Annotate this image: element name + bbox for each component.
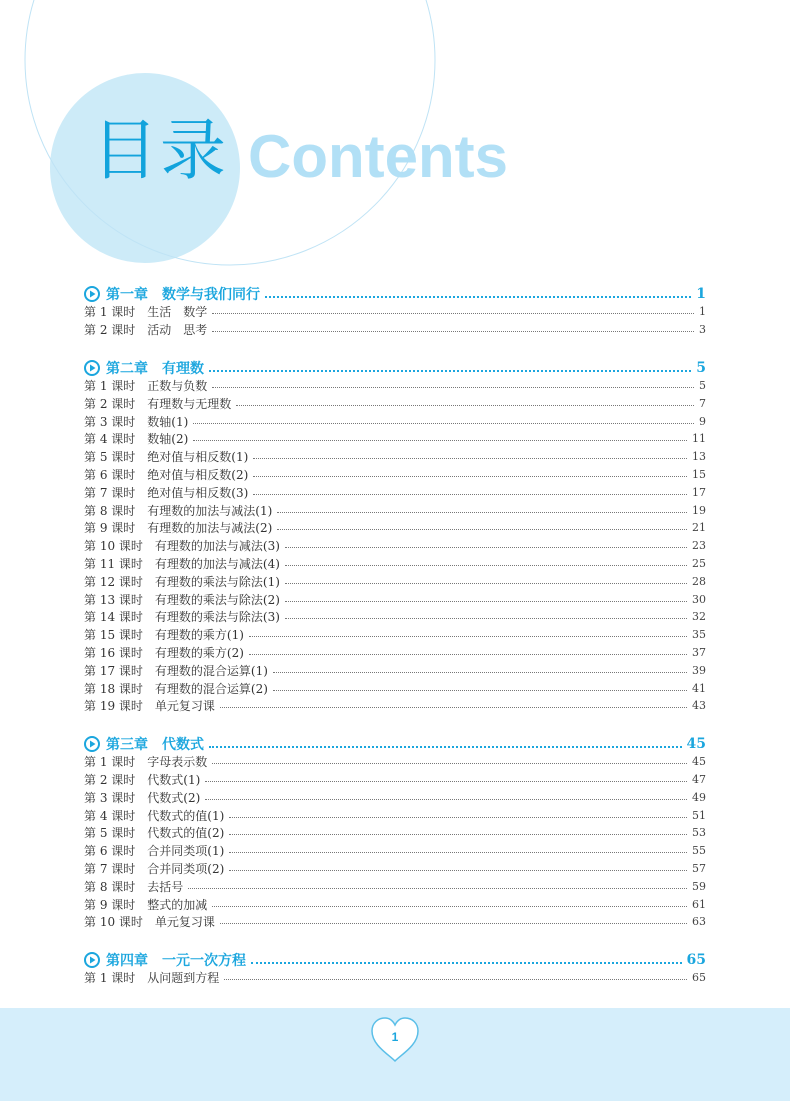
lesson-row[interactable] — [84, 321, 706, 339]
dot-leader — [188, 888, 687, 889]
lesson-page: 45 — [692, 755, 706, 769]
lesson-row[interactable] — [84, 519, 706, 537]
lesson-row[interactable] — [84, 303, 706, 321]
lesson-number: 第 8 课时 — [84, 503, 136, 518]
lesson-page: 32 — [692, 610, 706, 624]
lesson-number: 第 8 课时 — [84, 879, 136, 894]
lesson-page: 30 — [692, 592, 706, 606]
dot-leader — [229, 817, 687, 818]
lesson-page: 43 — [692, 699, 706, 713]
dot-leader — [285, 618, 687, 619]
dot-leader — [253, 458, 687, 459]
chapter-heading[interactable] — [84, 359, 706, 377]
lesson-page: 51 — [692, 808, 706, 822]
chapter-page: 65 — [686, 951, 706, 968]
lesson-number: 第 7 课时 — [84, 485, 136, 500]
lesson-title: 单元复习课 — [154, 699, 215, 714]
lesson-number: 第 6 课时 — [84, 844, 136, 859]
lesson-row[interactable] — [84, 697, 706, 715]
lesson-number: 第 9 课时 — [84, 521, 136, 536]
lesson-title: 活动 思考 — [147, 323, 208, 338]
lesson-page: 21 — [692, 521, 706, 535]
lesson-number: 第 3 课时 — [84, 790, 136, 805]
lesson-page: 13 — [692, 450, 706, 464]
lesson-title: 生活 数学 — [147, 305, 208, 320]
lesson-page: 9 — [699, 414, 706, 428]
lesson-row[interactable] — [84, 969, 706, 987]
lesson-page: 28 — [692, 574, 706, 588]
lesson-number: 第 2 课时 — [84, 396, 136, 411]
lesson-title: 有理数的混合运算(2) — [154, 681, 268, 696]
lesson-title: 字母表示数 — [147, 755, 208, 770]
lesson-number: 第 16 课时 — [84, 645, 143, 660]
dot-leader — [285, 565, 687, 566]
lesson-number: 第 13 课时 — [84, 592, 143, 607]
lesson-row[interactable] — [84, 679, 706, 697]
lesson-title: 绝对值与相反数(1) — [147, 450, 249, 465]
dot-leader — [253, 476, 687, 477]
dot-leader — [212, 313, 694, 314]
lesson-title: 单元复习课 — [154, 915, 215, 930]
lesson-page: 61 — [692, 897, 706, 911]
lesson-title: 代数式(1) — [147, 772, 201, 787]
dot-leader — [220, 707, 687, 708]
lesson-row[interactable] — [84, 394, 706, 412]
dot-leader — [249, 654, 687, 655]
lesson-title: 有理数的乘法与除法(2) — [154, 592, 280, 607]
lesson-row[interactable] — [84, 466, 706, 484]
chapter-title: 第二章 有理数 — [106, 360, 204, 377]
lesson-number: 第 9 课时 — [84, 897, 136, 912]
lesson-page: 47 — [692, 772, 706, 786]
dot-leader — [229, 834, 687, 835]
lesson-number: 第 12 课时 — [84, 574, 143, 589]
lesson-title: 代数式的值(1) — [147, 808, 225, 823]
lesson-number: 第 1 课时 — [84, 971, 136, 986]
lesson-row[interactable] — [84, 590, 706, 608]
dot-leader — [193, 423, 694, 424]
chapter-heading[interactable] — [84, 951, 706, 969]
page-title-cn: 目录 — [92, 112, 228, 189]
lesson-number: 第 2 课时 — [84, 323, 136, 338]
lesson-row[interactable] — [84, 377, 706, 395]
lesson-page: 53 — [692, 826, 706, 840]
dot-leader — [229, 852, 687, 853]
lesson-title: 正数与负数 — [147, 378, 208, 393]
lesson-page: 25 — [692, 556, 706, 570]
dot-leader — [253, 494, 687, 495]
dot-leader — [209, 370, 691, 372]
dot-leader — [193, 440, 687, 441]
lesson-row[interactable] — [84, 661, 706, 679]
dot-leader — [265, 296, 691, 298]
chapter-title: 第四章 一元一次方程 — [106, 952, 246, 969]
dot-leader — [285, 601, 687, 602]
lesson-row[interactable] — [84, 753, 706, 771]
lesson-page: 41 — [692, 681, 706, 695]
dot-leader — [285, 583, 687, 584]
play-circle-icon — [84, 360, 100, 376]
lesson-page: 19 — [692, 503, 706, 517]
lesson-title: 有理数的加法与减法(2) — [147, 521, 273, 536]
lesson-title: 有理数的乘方(2) — [154, 645, 244, 660]
lesson-row[interactable] — [84, 626, 706, 644]
dot-leader — [212, 387, 694, 388]
lesson-title: 有理数的乘法与除法(1) — [154, 574, 280, 589]
page-number: 1 — [391, 1030, 399, 1044]
lesson-page: 1 — [699, 305, 706, 319]
lesson-title: 合并同类项(2) — [147, 861, 225, 876]
lesson-title: 数轴(1) — [147, 414, 189, 429]
dot-leader — [229, 870, 687, 871]
play-circle-icon — [84, 736, 100, 752]
chapter-heading[interactable] — [84, 285, 706, 303]
lesson-title: 去括号 — [147, 879, 184, 894]
dot-leader — [273, 672, 687, 673]
lesson-number: 第 5 课时 — [84, 450, 136, 465]
lesson-title: 代数式(2) — [147, 790, 201, 805]
lesson-row[interactable] — [84, 537, 706, 555]
lesson-number: 第 18 课时 — [84, 681, 143, 696]
dot-leader — [209, 746, 682, 748]
dot-leader — [236, 405, 694, 406]
lesson-row[interactable] — [84, 501, 706, 519]
chapter-title: 第三章 代数式 — [106, 736, 204, 753]
lesson-page: 49 — [692, 790, 706, 804]
lesson-row[interactable] — [84, 842, 706, 860]
lesson-row[interactable] — [84, 430, 706, 448]
lesson-title: 合并同类项(1) — [147, 844, 225, 859]
lesson-number: 第 6 课时 — [84, 467, 136, 482]
lesson-number: 第 10 课时 — [84, 539, 143, 554]
lesson-page: 5 — [699, 378, 706, 392]
lesson-number: 第 2 课时 — [84, 772, 136, 787]
dot-leader — [249, 636, 687, 637]
lesson-row[interactable] — [84, 913, 706, 931]
lesson-row[interactable] — [84, 555, 706, 573]
lesson-page: 3 — [699, 323, 706, 337]
chapter-page: 45 — [686, 735, 706, 752]
chapter-title: 第一章 数学与我们同行 — [106, 287, 260, 303]
lesson-number: 第 15 课时 — [84, 628, 143, 643]
dot-leader — [205, 781, 687, 782]
lesson-row[interactable] — [84, 877, 706, 895]
lesson-title: 有理数的加法与减法(1) — [147, 503, 273, 518]
dot-leader — [251, 962, 682, 964]
lesson-number: 第 14 课时 — [84, 610, 143, 625]
lesson-page: 35 — [692, 628, 706, 642]
lesson-title: 数轴(2) — [147, 432, 189, 447]
lesson-title: 有理数的乘方(1) — [154, 628, 244, 643]
lesson-page: 57 — [692, 861, 706, 875]
chapter-page: 1 — [696, 286, 706, 302]
lesson-page: 59 — [692, 879, 706, 893]
lesson-page: 23 — [692, 539, 706, 553]
chapter-page: 5 — [696, 359, 706, 376]
lesson-page: 15 — [692, 467, 706, 481]
dot-leader — [212, 906, 687, 907]
dot-leader — [212, 763, 687, 764]
lesson-row[interactable] — [84, 771, 706, 789]
dot-leader — [205, 799, 687, 800]
lesson-number: 第 19 课时 — [84, 699, 143, 714]
chapter-heading[interactable] — [84, 735, 706, 753]
lesson-title: 绝对值与相反数(2) — [147, 467, 249, 482]
lesson-number: 第 5 课时 — [84, 826, 136, 841]
lesson-number: 第 1 课时 — [84, 305, 136, 320]
lesson-title: 整式的加减 — [147, 897, 208, 912]
lesson-number: 第 1 课时 — [84, 378, 136, 393]
lesson-page: 37 — [692, 645, 706, 659]
dot-leader — [273, 690, 687, 691]
lesson-title: 代数式的值(2) — [147, 826, 225, 841]
lesson-number: 第 17 课时 — [84, 663, 143, 678]
lesson-title: 有理数的乘法与除法(3) — [154, 610, 280, 625]
lesson-row[interactable] — [84, 448, 706, 466]
lesson-page: 17 — [692, 485, 706, 499]
lesson-title: 从问题到方程 — [147, 971, 220, 986]
page-title-en: Contents — [248, 123, 508, 190]
dot-leader — [220, 923, 687, 924]
lesson-title: 有理数的加法与减法(4) — [154, 556, 280, 571]
lesson-page: 55 — [692, 844, 706, 858]
lesson-number: 第 7 课时 — [84, 861, 136, 876]
lesson-title: 有理数的混合运算(1) — [154, 663, 268, 678]
lesson-row[interactable] — [84, 806, 706, 824]
dot-leader — [285, 547, 687, 548]
lesson-title: 绝对值与相反数(3) — [147, 485, 249, 500]
lesson-page: 63 — [692, 915, 706, 929]
dot-leader — [277, 512, 687, 513]
lesson-title: 有理数的加法与减法(3) — [154, 539, 280, 554]
lesson-page: 39 — [692, 663, 706, 677]
lesson-page: 65 — [692, 971, 706, 985]
lesson-row[interactable] — [84, 608, 706, 626]
lesson-number: 第 3 课时 — [84, 414, 136, 429]
lesson-row[interactable] — [84, 412, 706, 430]
dot-leader — [212, 331, 694, 332]
lesson-number: 第 11 课时 — [84, 556, 143, 571]
lesson-row[interactable] — [84, 824, 706, 842]
lesson-row[interactable] — [84, 788, 706, 806]
lesson-title: 有理数与无理数 — [147, 396, 232, 411]
lesson-row[interactable] — [84, 895, 706, 913]
dot-leader — [224, 979, 687, 980]
dot-leader — [277, 529, 687, 530]
lesson-page: 7 — [699, 396, 706, 410]
play-circle-icon — [84, 286, 100, 302]
lesson-page: 11 — [692, 432, 706, 446]
lesson-row[interactable] — [84, 483, 706, 501]
lesson-number: 第 1 课时 — [84, 755, 136, 770]
lesson-row[interactable] — [84, 644, 706, 662]
table-of-contents — [84, 285, 706, 987]
lesson-number: 第 4 课时 — [84, 808, 136, 823]
lesson-number: 第 4 课时 — [84, 432, 136, 447]
lesson-row[interactable] — [84, 860, 706, 878]
lesson-number: 第 10 课时 — [84, 915, 143, 930]
lesson-row[interactable] — [84, 572, 706, 590]
play-circle-icon — [84, 952, 100, 968]
